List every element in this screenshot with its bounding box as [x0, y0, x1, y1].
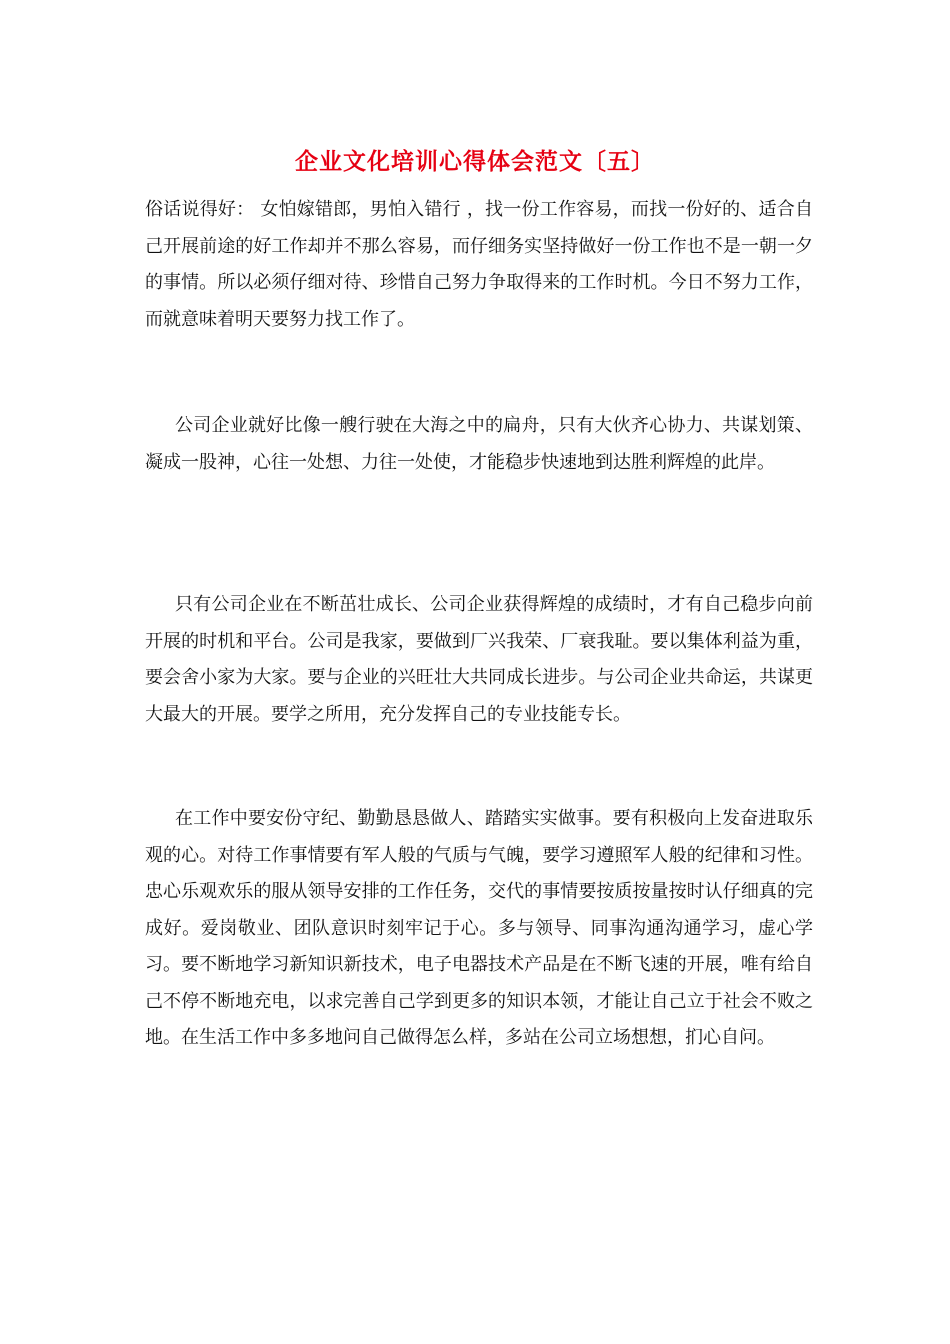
document-title: 企业文化培训心得体会范文〔五〕	[295, 148, 655, 175]
paragraph-work-attitude: 在工作中要安份守纪、勤勤恳恳做人、踏踏实实做事。要有积极向上发奋进取乐观的心。对待工作事情要有军人般的气质与气魄，要学习遵照军人般的纪律和习性。忠心乐观欢乐的服从领导安排的工作任务，交代的事情要按质按量按时认仔细真的完成好。爱岗敬业、团队意识时刻牢记于心。多与领导、同事沟通沟通学习，虚心学习。要不断地学习新知识新技术，电子电器技术产品是在不断飞速的开展，唯有给自己不停不断地充电，以求完善自己学到更多的知识本领，才能让自己立于社会不败之地。在生活工作中多多地问自己做得怎么样，多站在公司立场想想，扪心自问。	[145, 808, 813, 1048]
paragraph-company-boat: 公司企业就好比像一艘行驶在大海之中的扁舟，只有大伙齐心协力、共谋划策、凝成一股神，心往一处想、力往一处使，才能稳步快速地到达胜利辉煌的此岸。	[145, 415, 813, 473]
paragraph-intro: 俗话说得好： 女怕嫁错郎，男怕入错行 ，找一份工作容易，而找一份好的、适合自己开展前途的好工作却并不那么容易，而仔细务实坚持做好一份工作也不是一朝一夕的事情。所以必须仔细对待、珍惜自己努力争取得来的工作时机。今日不努力工作，而就意味着明天要努力找工作了。	[145, 199, 813, 330]
paragraph-company-growth: 只有公司企业在不断茁壮成长、公司企业获得辉煌的成绩时，才有自己稳步向前开展的时机和平台。公司是我家，要做到厂兴我荣、厂衰我耻。要以集体利益为重，要会舍小家为大家。要与企业的兴旺壮大共同成长进步。与公司企业共命运，共谋更大最大的开展。要学之所用，充分发挥自己的专业技能专长。	[145, 594, 813, 725]
